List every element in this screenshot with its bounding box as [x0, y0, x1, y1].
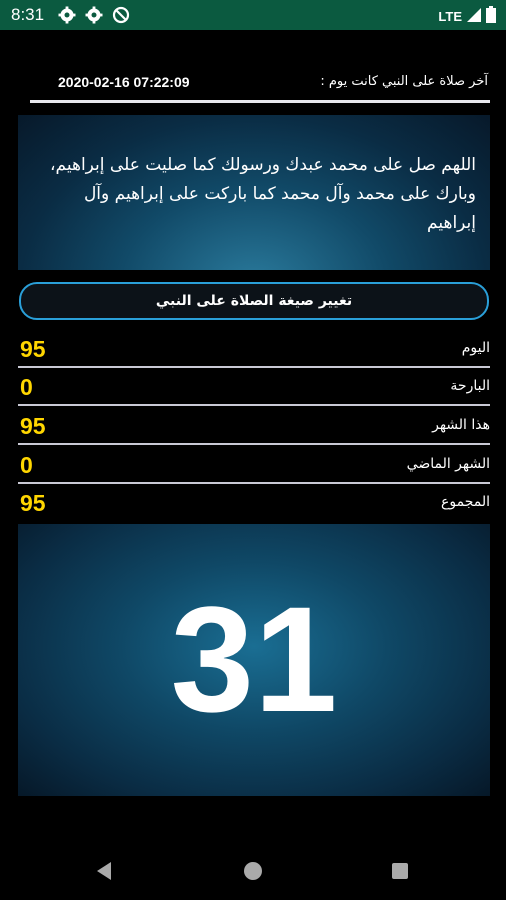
stat-value: 0 [20, 374, 33, 400]
stat-row-this-month [18, 409, 490, 445]
back-icon[interactable] [97, 862, 111, 880]
status-notification-icons [58, 6, 130, 24]
signal-icon [466, 7, 482, 26]
counter-tap-area[interactable] [18, 524, 490, 796]
stat-row-yesterday [18, 370, 490, 406]
stat-label: الشهر الماضي [406, 456, 490, 472]
stat-value: 95 [20, 490, 46, 516]
home-icon[interactable] [244, 862, 262, 880]
recents-icon[interactable] [392, 863, 408, 879]
stat-value: 95 [20, 413, 46, 439]
stat-row-last-month [18, 448, 490, 484]
divider [18, 404, 490, 406]
change-prayer-formula-button[interactable]: تغيير صيغة الصلاة على النبي [19, 282, 489, 320]
stat-value: 95 [20, 336, 46, 362]
last-prayer-row [22, 72, 488, 96]
divider [30, 100, 490, 103]
network-type: LTE [438, 8, 462, 24]
stat-value: 0 [20, 452, 33, 478]
divider [18, 366, 490, 368]
divider [18, 482, 490, 484]
status-bar [0, 0, 506, 30]
counter-value: 31 [170, 575, 338, 743]
status-time: 8:31 [11, 5, 45, 24]
stat-row-total [18, 486, 490, 522]
prayer-panel [18, 115, 490, 270]
stat-label: اليوم [461, 340, 490, 356]
gear-icon [85, 6, 103, 24]
stat-row-today [18, 332, 490, 368]
no-disturb-icon [112, 6, 130, 24]
prayer-text: اللهم صل على محمد عبدك ورسولك كما صليت على إبراهيم، وبارك على محمد وآل محمد كما باركت على إبراهيم وآل إبراهيم [50, 155, 476, 233]
divider [18, 443, 490, 445]
last-prayer-datetime: 2020-02-16 07:22:09 [58, 74, 190, 90]
navigation-bar [0, 840, 506, 900]
stat-label: هذا الشهر [432, 417, 490, 433]
stat-label: البارحة [450, 378, 490, 394]
gear-icon [58, 6, 76, 24]
battery-icon [486, 6, 496, 26]
last-prayer-label: آخر صلاة على النبي كانت يوم : [320, 74, 488, 89]
status-right-icons [438, 6, 496, 26]
stat-label: المجموع [441, 494, 490, 510]
